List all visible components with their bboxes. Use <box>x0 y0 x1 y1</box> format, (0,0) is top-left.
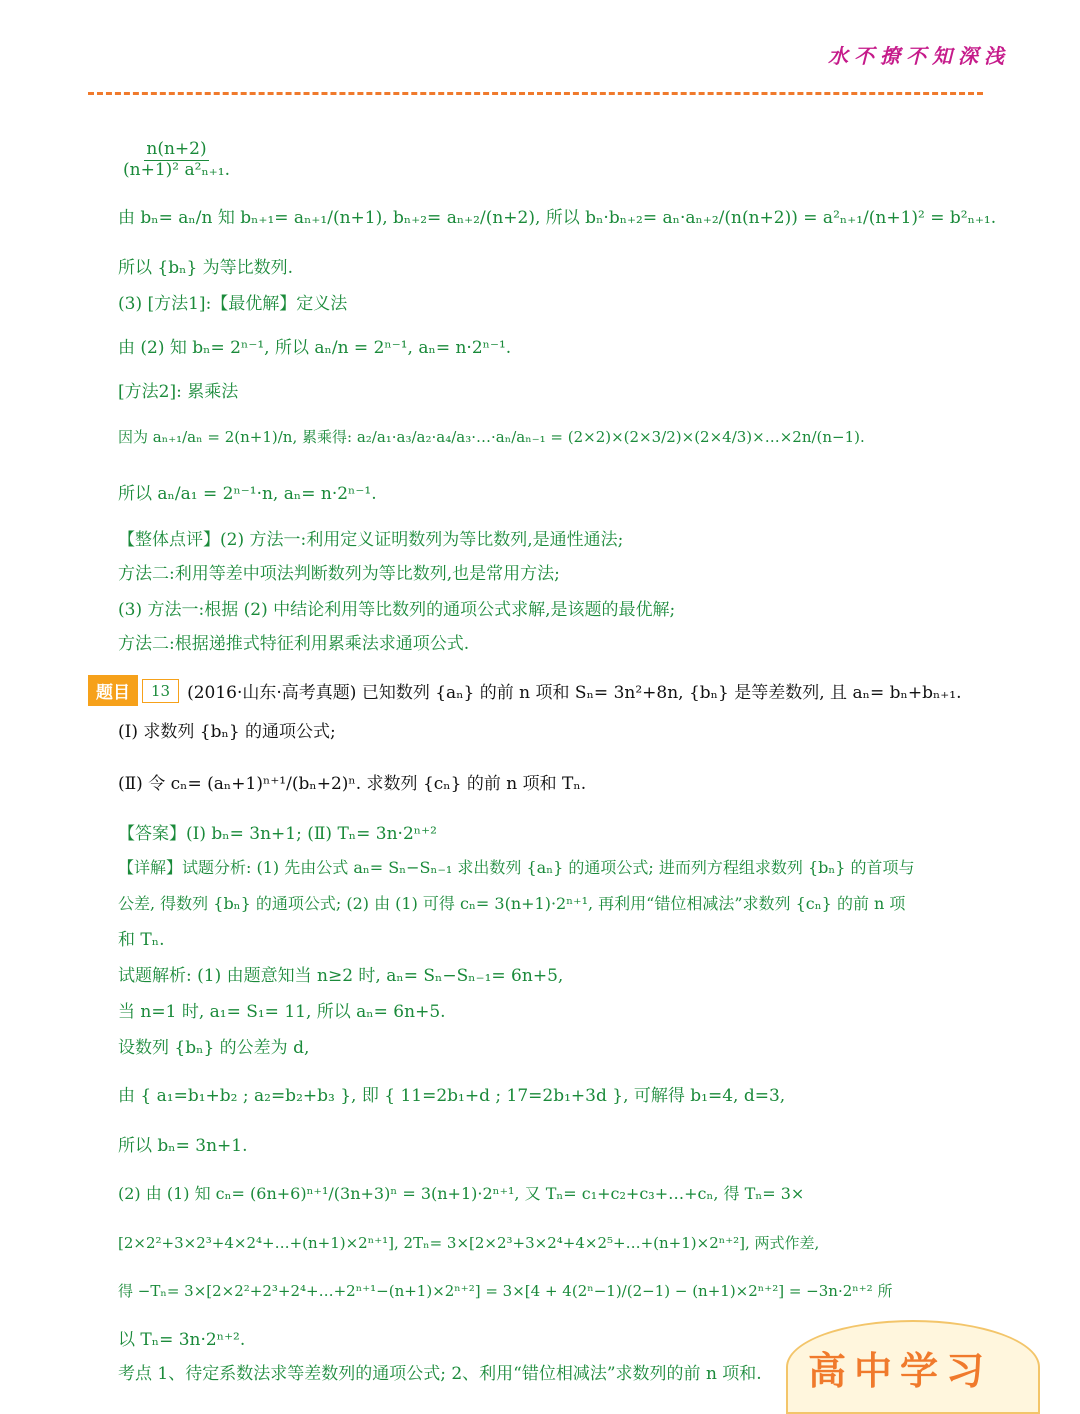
line-6: [方法2]: 累乘法 <box>118 382 239 402</box>
line-27: 得 −Tₙ= 3×[2×2²+2³+2⁴+…+2ⁿ⁺¹−(n+1)×2ⁿ⁺²] = 3×[4 + 4(2ⁿ−1)/(2−1) − (n+1)×2ⁿ⁺²] = −3n·2ⁿ⁺² 所 <box>118 1282 893 1300</box>
line-16: 【答案】(Ⅰ) bₙ= 3n+1; (Ⅱ) Tₙ= 3n·2ⁿ⁺² <box>118 824 437 844</box>
line-14: (Ⅰ) 求数列 {bₙ} 的通项公式; <box>118 722 336 742</box>
line-21: 当 n=1 时, a₁= S₁= 11, 所以 aₙ= 6n+5. <box>118 1002 446 1022</box>
line-1: (n+1)² a²ₙ₊₁. <box>123 159 230 180</box>
line-23: 由 { a₁=b₁+b₂ ; a₂=b₂+b₃ }, 即 { 11=2b₁+d ; 17=2b₁+3d }, 可解得 b₁=4, d=3, <box>118 1086 786 1106</box>
line-5: 由 (2) 知 bₙ= 2ⁿ⁻¹, 所以 aₙ/n = 2ⁿ⁻¹, aₙ= n·2ⁿ⁻¹. <box>118 338 512 358</box>
line-15: (Ⅱ) 令 cₙ= (aₙ+1)ⁿ⁺¹/(bₙ+2)ⁿ. 求数列 {cₙ} 的前 n 项和 Tₙ. <box>118 774 587 794</box>
line-18: 公差, 得数列 {bₙ} 的通项公式; (2) 由 (1) 可得 cₙ= 3(n+1)·2ⁿ⁺¹, 再利用“错位相减法”求数列 {cₙ} 的前 n 项 <box>118 894 906 913</box>
line-12: 方法二:根据递推式特征利用累乘法求通项公式. <box>118 634 470 654</box>
stamp-text: 高中学习 <box>808 1348 993 1393</box>
line-11: (3) 方法一:根据 (2) 中结论利用等比数列的通项公式求解,是该题的最优解; <box>118 600 676 620</box>
line-28: 以 Tₙ= 3n·2ⁿ⁺². <box>118 1330 246 1350</box>
line-10: 方法二:利用等差中项法判断数列为等比数列,也是常用方法; <box>118 564 560 584</box>
line-13: (2016·山东·高考真题) 已知数列 {aₙ} 的前 n 项和 Sₙ= 3n²+8n, {bₙ} 是等差数列, 且 aₙ= bₙ+bₙ₊₁. <box>187 683 962 703</box>
frac-top-num: n(n+2) <box>146 139 207 159</box>
line-24: 所以 bₙ= 3n+1. <box>118 1136 248 1156</box>
line-20: 试题解析: (1) 由题意知当 n≥2 时, aₙ= Sₙ−Sₙ₋₁= 6n+5, <box>118 966 564 986</box>
topic-header <box>88 675 962 706</box>
line-7: 因为 aₙ₊₁/aₙ = 2(n+1)/n, 累乘得: a₂/a₁·a₃/a₂·a₄/a₃·…·aₙ/aₙ₋₁ = (2×2)×(2×3/2)×(2×4/3)×…×2n/(n−1). <box>118 428 865 446</box>
line-9: 【整体点评】(2) 方法一:利用定义证明数列为等比数列,是通性通法; <box>118 530 624 550</box>
line-29: 考点 1、待定系数法求等差数列的通项公式; 2、利用“错位相减法”求数列的前 n 项和. <box>118 1364 762 1384</box>
line-2: 由 bₙ= aₙ/n 知 bₙ₊₁= aₙ₊₁/(n+1), bₙ₊₂= aₙ₊₂/(n+2), 所以 bₙ·bₙ₊₂= aₙ·aₙ₊₂/(n(n+2)) = a²ₙ₊₁/(n+1)² = b²ₙ₊₁. <box>118 208 997 228</box>
topic-label: 题目 <box>88 675 138 706</box>
line-26: [2×2²+3×2³+4×2⁴+…+(n+1)×2ⁿ⁺¹], 2Tₙ= 3×[2×2³+3×2⁴+4×2⁵+…+(n+1)×2ⁿ⁺²], 两式作差, <box>118 1234 820 1252</box>
line-3: 所以 {bₙ} 为等比数列. <box>118 258 294 278</box>
frac-top <box>118 140 235 180</box>
stamp <box>786 1320 1040 1414</box>
topic-number: 13 <box>142 679 179 703</box>
line-8: 所以 aₙ/a₁ = 2ⁿ⁻¹·n, aₙ= n·2ⁿ⁻¹. <box>118 484 377 504</box>
line-22: 设数列 {bₙ} 的公差为 d, <box>118 1038 310 1058</box>
line-25: (2) 由 (1) 知 cₙ= (6n+6)ⁿ⁺¹/(3n+3)ⁿ = 3(n+1)·2ⁿ⁺¹, 又 Tₙ= c₁+c₂+c₃+…+cₙ, 得 Tₙ= 3× <box>118 1184 805 1203</box>
line-17: 【详解】试题分析: (1) 先由公式 aₙ= Sₙ−Sₙ₋₁ 求出数列 {aₙ} 的通项公式; 进而列方程组求数列 {bₙ} 的首项与 <box>118 858 915 877</box>
line-4: (3) [方法1]:【最优解】定义法 <box>118 294 348 314</box>
line-19: 和 Tₙ. <box>118 930 165 950</box>
header-slogan: 水不撩不知深浅 <box>828 44 1010 68</box>
header-divider <box>88 92 983 95</box>
